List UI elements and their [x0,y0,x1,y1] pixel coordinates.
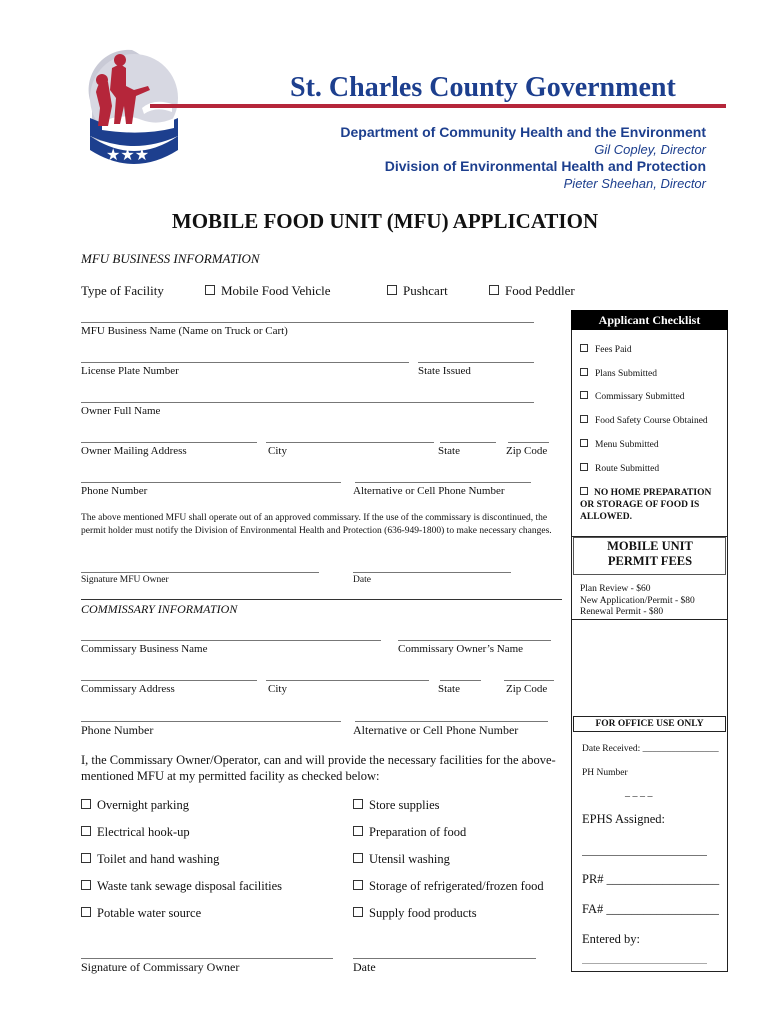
checkbox-icon[interactable] [353,880,363,890]
commissary-city-field[interactable] [266,680,429,681]
checkbox-icon[interactable] [353,853,363,863]
commissary-alt-phone-label: Alternative or Cell Phone Number [353,723,519,737]
checkbox-icon[interactable] [489,285,499,295]
checklist-item[interactable]: Food Safety Course Obtained [580,415,708,426]
entered-by-label: Entered by: [582,932,640,946]
commissary-option[interactable]: Store supplies [353,798,439,813]
header-rule [150,104,726,108]
owner-signature-field[interactable] [81,572,319,573]
commissary-phone-field[interactable] [81,721,341,722]
checkbox-icon[interactable] [387,285,397,295]
commissary-alt-phone-field[interactable] [355,721,548,722]
commissary-date-field[interactable] [353,958,536,959]
commissary-section-heading: COMMISSARY INFORMATION [81,602,238,616]
fa-number-field[interactable]: FA# __________________ [582,902,719,916]
commissary-option[interactable]: Toilet and hand washing [81,852,219,867]
commissary-phone-label: Phone Number [81,723,154,737]
checklist-item[interactable]: Menu Submitted [580,439,659,450]
commissary-signature-label: Signature of Commissary Owner [81,960,240,974]
ephs-assigned-field[interactable] [582,855,707,856]
fee-item: Plan Review - $60 [580,584,651,594]
county-seal-icon [82,46,182,170]
checkbox-icon[interactable] [580,439,588,447]
checkbox-icon[interactable] [81,907,91,917]
alt-phone-label: Alternative or Cell Phone Number [353,485,505,497]
commissary-address-label: Commissary Address [81,683,175,695]
ph-number-label: PH Number [582,768,628,778]
option-mobile-food-vehicle[interactable]: Mobile Food Vehicle [205,283,331,299]
checklist-title: Applicant Checklist [598,313,701,327]
checkbox-icon[interactable] [580,487,588,495]
commissary-zip-label: Zip Code [506,683,548,695]
commissary-state-label: State [438,683,460,695]
commissary-state-field[interactable] [440,680,481,681]
checklist-item[interactable]: Route Submitted [580,463,659,474]
section-divider [81,599,562,600]
commissary-owner-field[interactable] [398,640,551,641]
checklist-item[interactable]: Fees Paid [580,344,632,355]
commissary-option[interactable]: Preparation of food [353,825,466,840]
checkbox-icon[interactable] [353,826,363,836]
commissary-option[interactable]: Electrical hook-up [81,825,190,840]
ephs-assigned-label: EPHS Assigned: [582,812,666,826]
license-plate-field[interactable] [81,362,409,363]
commissary-option[interactable]: Waste tank sewage disposal facilities [81,879,282,894]
city-field[interactable] [266,442,434,443]
option-pushcart[interactable]: Pushcart [387,283,448,299]
office-use-header [573,716,726,732]
commissary-signature-field[interactable] [81,958,333,959]
checklist-header [571,310,728,330]
state-issued-label: State Issued [418,365,471,377]
commissary-statement: I, the Commissary Owner/Operator, can and will provide the necessary facilities for the above-mentioned MFU at my permitted facility as checked below: [81,753,556,783]
option-food-peddler[interactable]: Food Peddler [489,283,575,299]
commissary-address-field[interactable] [81,680,257,681]
org-name: St. Charles County Government [290,72,676,103]
checkbox-icon[interactable] [580,391,588,399]
checkbox-icon[interactable] [81,799,91,809]
commissary-option[interactable]: Potable water source [81,906,201,921]
owner-name-field[interactable] [81,402,534,403]
checkbox-icon[interactable] [353,799,363,809]
form-title: MOBILE FOOD UNIT (MFU) APPLICATION [171,209,599,233]
commissary-owner-label: Commissary Owner’s Name [398,643,524,655]
facility-type-label: Type of Facility [81,283,164,298]
no-home-prep-warning: NO HOME PREPARATION OR STORAGE OF FOOD IS ALLOWED. [580,488,712,522]
checkbox-icon[interactable] [580,344,588,352]
ph-number-blanks[interactable]: _ _ _ _ [625,787,653,798]
commissary-business-field[interactable] [81,640,381,641]
alt-phone-field[interactable] [355,482,531,483]
checkbox-icon[interactable] [81,853,91,863]
mailing-address-field[interactable] [81,442,257,443]
fee-item: Renewal Permit - $80 [580,607,664,617]
commissary-city-label: City [268,683,287,695]
checkbox-icon[interactable] [81,880,91,890]
state-label: State [438,445,460,457]
checkbox-icon[interactable] [205,285,215,295]
phone-label: Phone Number [81,485,148,497]
commissary-option[interactable]: Utensil washing [353,852,450,867]
owner-name-label: Owner Full Name [81,405,161,417]
commissary-option[interactable]: Supply food products [353,906,477,921]
city-label: City [268,445,287,457]
checklist-item[interactable]: Commissary Submitted [580,391,684,402]
owner-date-label: Date [353,575,371,585]
department-director: Gil Copley, Director [594,142,706,157]
state-issued-field[interactable] [418,362,534,363]
phone-field[interactable] [81,482,341,483]
date-received-field[interactable]: Date Received: ________________ [582,744,719,754]
department-name: Department of Community Health and the Environment [340,124,706,140]
checkbox-icon[interactable] [353,907,363,917]
business-name-field[interactable] [81,322,534,323]
pr-number-field[interactable]: PR# __________________ [582,872,720,886]
owner-date-field[interactable] [353,572,511,573]
commissary-notice: The above mentioned MFU shall operate out of an approved commissary. If the use of the commissary is discontinued, the permit holder must notify the Division of Environmental Health and Protection (636-949-1800) to make necessary changes. [81,513,552,536]
checkbox-icon[interactable] [580,463,588,471]
fees-title: MOBILE UNIT PERMIT FEES [607,539,693,568]
commissary-zip-field[interactable] [504,680,554,681]
license-plate-label: License Plate Number [81,365,179,377]
division-name: Division of Environmental Health and Protection [384,158,706,174]
fee-item: New Application/Permit - $80 [580,596,695,606]
commissary-option[interactable]: Storage of refrigerated/frozen food [353,879,544,894]
checkbox-icon[interactable] [580,415,588,423]
checkbox-icon[interactable] [580,368,588,376]
county-logo [82,46,182,170]
checkbox-icon[interactable] [81,826,91,836]
state-field[interactable] [440,442,496,443]
svg-text:★★★: ★★★ [106,145,150,164]
checklist-item[interactable]: Plans Submitted [580,368,657,379]
zip-field[interactable] [508,442,549,443]
business-section-heading: MFU BUSINESS INFORMATION [81,251,260,266]
zip-label: Zip Code [506,445,548,457]
office-use-title: FOR OFFICE USE ONLY [595,719,704,729]
division-director: Pieter Sheehan, Director [563,176,706,191]
commissary-business-label: Commissary Business Name [81,643,208,655]
commissary-option[interactable]: Overnight parking [81,798,189,813]
entered-by-field[interactable] [582,963,707,964]
mailing-address-label: Owner Mailing Address [81,445,187,457]
commissary-date-label: Date [353,960,376,974]
owner-signature-label: Signature MFU Owner [81,575,169,585]
business-name-label: MFU Business Name (Name on Truck or Cart) [81,325,288,337]
